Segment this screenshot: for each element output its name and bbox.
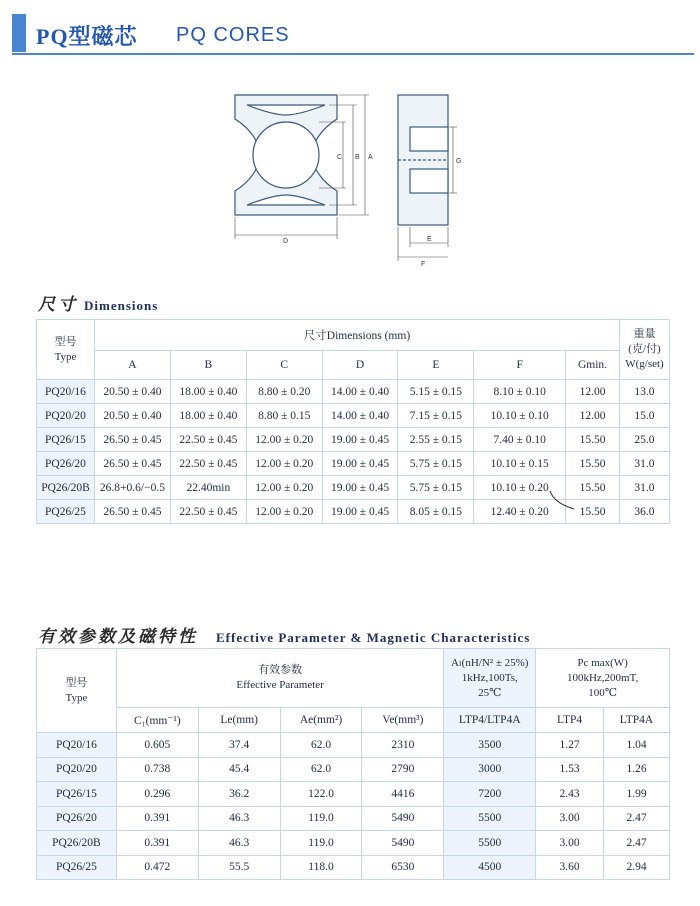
weight-header-en: W(g/set)	[625, 358, 664, 370]
type-header-en: Type	[65, 691, 88, 704]
table-cell: 55.5	[198, 855, 280, 880]
table-cell: 0.391	[116, 831, 198, 856]
table-cell: 3500	[444, 733, 536, 758]
col-header: Le(mm)	[198, 708, 280, 733]
table-cell: 2790	[362, 757, 444, 782]
table-cell: 62.0	[280, 757, 362, 782]
pc-header-line1: Pc max(W)	[577, 656, 628, 669]
table-cell: 5490	[362, 806, 444, 831]
table-cell: 119.0	[280, 806, 362, 831]
table-cell: 22.40min	[170, 476, 246, 500]
dimensions-header-row	[37, 320, 670, 351]
table-cell: 5.75 ± 0.15	[398, 452, 474, 476]
effective-section-title	[38, 622, 530, 647]
table-cell: 2.94	[604, 855, 670, 880]
table-cell: 1.53	[536, 757, 604, 782]
table-cell: 5490	[362, 831, 444, 856]
col-header: B	[170, 351, 246, 380]
table-cell: 12.00	[566, 380, 620, 404]
effective-title-cn: 有效参数及磁特性	[38, 627, 198, 646]
table-row	[37, 733, 670, 758]
table-cell: 15.50	[566, 500, 620, 524]
table-cell: 0.472	[116, 855, 198, 880]
table-cell: 118.0	[280, 855, 362, 880]
dim-label-D: D	[283, 238, 289, 245]
col-header: A	[94, 351, 170, 380]
al-header-line3: 25℃	[478, 686, 502, 699]
col-header: C₁(mm⁻¹)	[116, 708, 198, 733]
dimensions-column-row	[37, 351, 670, 380]
row-type-cell: PQ26/15	[37, 428, 95, 452]
table-cell: 0.391	[116, 806, 198, 831]
table-cell: 15.50	[566, 452, 620, 476]
table-cell: 36.0	[619, 500, 669, 524]
table-cell: 5.75 ± 0.15	[398, 476, 474, 500]
type-header-cn: 型号	[54, 335, 77, 348]
table-cell: 22.50 ± 0.45	[170, 428, 246, 452]
col-header: E	[398, 351, 474, 380]
table-row	[37, 806, 670, 831]
table-cell: 0.605	[116, 733, 198, 758]
effective-group-header	[116, 649, 443, 708]
table-cell: 7.15 ± 0.15	[398, 404, 474, 428]
table-cell: 2.47	[604, 831, 670, 856]
side-view	[398, 95, 448, 225]
table-cell: 20.50 ± 0.40	[94, 404, 170, 428]
weight-header	[619, 320, 669, 380]
row-type-cell: PQ20/16	[37, 380, 95, 404]
table-cell: 1.04	[604, 733, 670, 758]
table-row	[37, 855, 670, 880]
col-header: F	[474, 351, 566, 380]
table-cell: 2.55 ± 0.15	[398, 428, 474, 452]
table-row	[37, 380, 670, 404]
row-type-cell: PQ20/16	[37, 733, 117, 758]
table-cell: 7200	[444, 782, 536, 807]
effective-group-cn: 有效参数	[258, 664, 303, 676]
table-cell: 26.50 ± 0.45	[94, 428, 170, 452]
pq-core-drawing	[225, 85, 475, 275]
front-view	[235, 95, 337, 215]
table-cell: 36.2	[198, 782, 280, 807]
row-type-cell: PQ26/15	[37, 782, 117, 807]
effective-header-row	[37, 649, 670, 708]
table-cell: 13.0	[619, 380, 669, 404]
table-cell: 19.00 ± 0.45	[322, 452, 398, 476]
table-cell: 4500	[444, 855, 536, 880]
table-cell: 18.00 ± 0.40	[170, 380, 246, 404]
table-row	[37, 757, 670, 782]
table-cell: 10.10 ± 0.15	[474, 452, 566, 476]
table-cell: 0.296	[116, 782, 198, 807]
header-accent-bar	[12, 14, 26, 52]
table-cell: 46.3	[198, 806, 280, 831]
table-cell: 8.10 ± 0.10	[474, 380, 566, 404]
table-cell: 19.00 ± 0.45	[322, 428, 398, 452]
table-cell: 14.00 ± 0.40	[322, 404, 398, 428]
table-cell: 119.0	[280, 831, 362, 856]
table-cell: 31.0	[619, 476, 669, 500]
dim-label-A: A	[368, 154, 373, 161]
table-cell: 12.00 ± 0.20	[246, 476, 322, 500]
row-type-cell: PQ26/20B	[37, 831, 117, 856]
table-row	[37, 782, 670, 807]
row-type-cell: PQ26/20	[37, 452, 95, 476]
row-type-cell: PQ26/20B	[37, 476, 95, 500]
table-cell: 15.50	[566, 428, 620, 452]
table-cell: 14.00 ± 0.40	[322, 380, 398, 404]
table-cell: 12.00 ± 0.20	[246, 452, 322, 476]
table-row	[37, 428, 670, 452]
type-header-cn: 型号	[65, 676, 88, 689]
table-cell: 26.50 ± 0.45	[94, 452, 170, 476]
col-header: Gmin.	[566, 351, 620, 380]
table-cell: 3000	[444, 757, 536, 782]
table-cell: 37.4	[198, 733, 280, 758]
type-header	[37, 320, 95, 380]
dimensions-title-cn: 尺寸	[38, 295, 78, 314]
table-cell: 122.0	[280, 782, 362, 807]
pen-mark	[548, 489, 578, 513]
al-header	[444, 649, 536, 708]
dimensions-title-en: Dimensions	[84, 298, 159, 313]
dim-label-B: B	[355, 154, 360, 161]
pc-header-line2: 100kHz,200mT,	[566, 671, 639, 684]
table-row	[37, 831, 670, 856]
table-row	[37, 452, 670, 476]
table-cell: 26.50 ± 0.45	[94, 500, 170, 524]
table-cell: 62.0	[280, 733, 362, 758]
table-cell: 15.50	[566, 476, 620, 500]
table-cell: 18.00 ± 0.40	[170, 404, 246, 428]
col-header: D	[322, 351, 398, 380]
row-type-cell: PQ20/20	[37, 757, 117, 782]
al-header-line1: Aₗ(nH/N² ± 25%)	[451, 656, 529, 669]
table-cell: 15.0	[619, 404, 669, 428]
effective-column-row	[37, 708, 670, 733]
type-header	[37, 649, 117, 733]
col-header: Ve(mm³)	[362, 708, 444, 733]
col-header: LTP4	[536, 708, 604, 733]
dim-label-F: F	[421, 261, 426, 268]
table-cell: 3.00	[536, 806, 604, 831]
col-header: Ae(mm²)	[280, 708, 362, 733]
table-cell: 4416	[362, 782, 444, 807]
col-header: LTP4/LTP4A	[444, 708, 536, 733]
table-cell: 8.80 ± 0.15	[246, 404, 322, 428]
table-cell: 6530	[362, 855, 444, 880]
type-header-en: Type	[54, 350, 77, 363]
effective-table	[36, 648, 670, 880]
dimensions-group-header: 尺寸Dimensions (mm)	[94, 320, 619, 351]
table-cell: 3.00	[536, 831, 604, 856]
table-cell: 7.40 ± 0.10	[474, 428, 566, 452]
table-cell: 10.10 ± 0.20	[474, 476, 566, 500]
table-cell: 5500	[444, 806, 536, 831]
table-cell: 45.4	[198, 757, 280, 782]
table-cell: 25.0	[619, 428, 669, 452]
table-cell: 12.40 ± 0.20	[474, 500, 566, 524]
dim-label-G: G	[456, 158, 462, 165]
weight-header-cn: 重量 (克/付)	[628, 328, 661, 355]
table-cell: 8.05 ± 0.15	[398, 500, 474, 524]
table-cell: 1.27	[536, 733, 604, 758]
table-cell: 10.10 ± 0.10	[474, 404, 566, 428]
table-cell: 12.00 ± 0.20	[246, 500, 322, 524]
table-cell: 2.47	[604, 806, 670, 831]
dim-label-C: C	[337, 154, 343, 161]
table-cell: 1.99	[604, 782, 670, 807]
col-header: LTP4A	[604, 708, 670, 733]
table-cell: 8.80 ± 0.20	[246, 380, 322, 404]
pc-header	[536, 649, 670, 708]
header-rule	[12, 53, 694, 55]
table-cell: 12.00 ± 0.20	[246, 428, 322, 452]
row-type-cell: PQ26/20	[37, 806, 117, 831]
table-cell: 2310	[362, 733, 444, 758]
table-cell: 5.15 ± 0.15	[398, 380, 474, 404]
dimensions-section-title	[38, 290, 158, 315]
table-cell: 2.43	[536, 782, 604, 807]
row-type-cell: PQ26/25	[37, 855, 117, 880]
col-header: C	[246, 351, 322, 380]
table-cell: 19.00 ± 0.45	[322, 500, 398, 524]
page-title: PQ型磁芯	[36, 24, 138, 49]
table-cell: 22.50 ± 0.45	[170, 452, 246, 476]
effective-title-en: Effective Parameter & Magnetic Characteristics	[216, 630, 531, 645]
dim-label-E: E	[427, 236, 432, 243]
page-subtitle: PQ CORES	[176, 24, 290, 46]
table-cell: 26.8+0.6/−0.5	[94, 476, 170, 500]
table-cell: 1.26	[604, 757, 670, 782]
table-cell: 22.50 ± 0.45	[170, 500, 246, 524]
pc-header-line3: 100℃	[588, 686, 617, 699]
table-cell: 31.0	[619, 452, 669, 476]
table-cell: 5500	[444, 831, 536, 856]
table-cell: 0.738	[116, 757, 198, 782]
row-type-cell: PQ26/25	[37, 500, 95, 524]
al-header-line2: 1kHz,100Ts,	[461, 671, 518, 684]
table-cell: 46.3	[198, 831, 280, 856]
effective-group-en: Effective Parameter	[236, 679, 324, 691]
effective-body	[37, 733, 670, 880]
table-row	[37, 404, 670, 428]
row-type-cell: PQ20/20	[37, 404, 95, 428]
table-cell: 12.00	[566, 404, 620, 428]
table-cell: 19.00 ± 0.45	[322, 476, 398, 500]
table-cell: 3.60	[536, 855, 604, 880]
table-cell: 20.50 ± 0.40	[94, 380, 170, 404]
